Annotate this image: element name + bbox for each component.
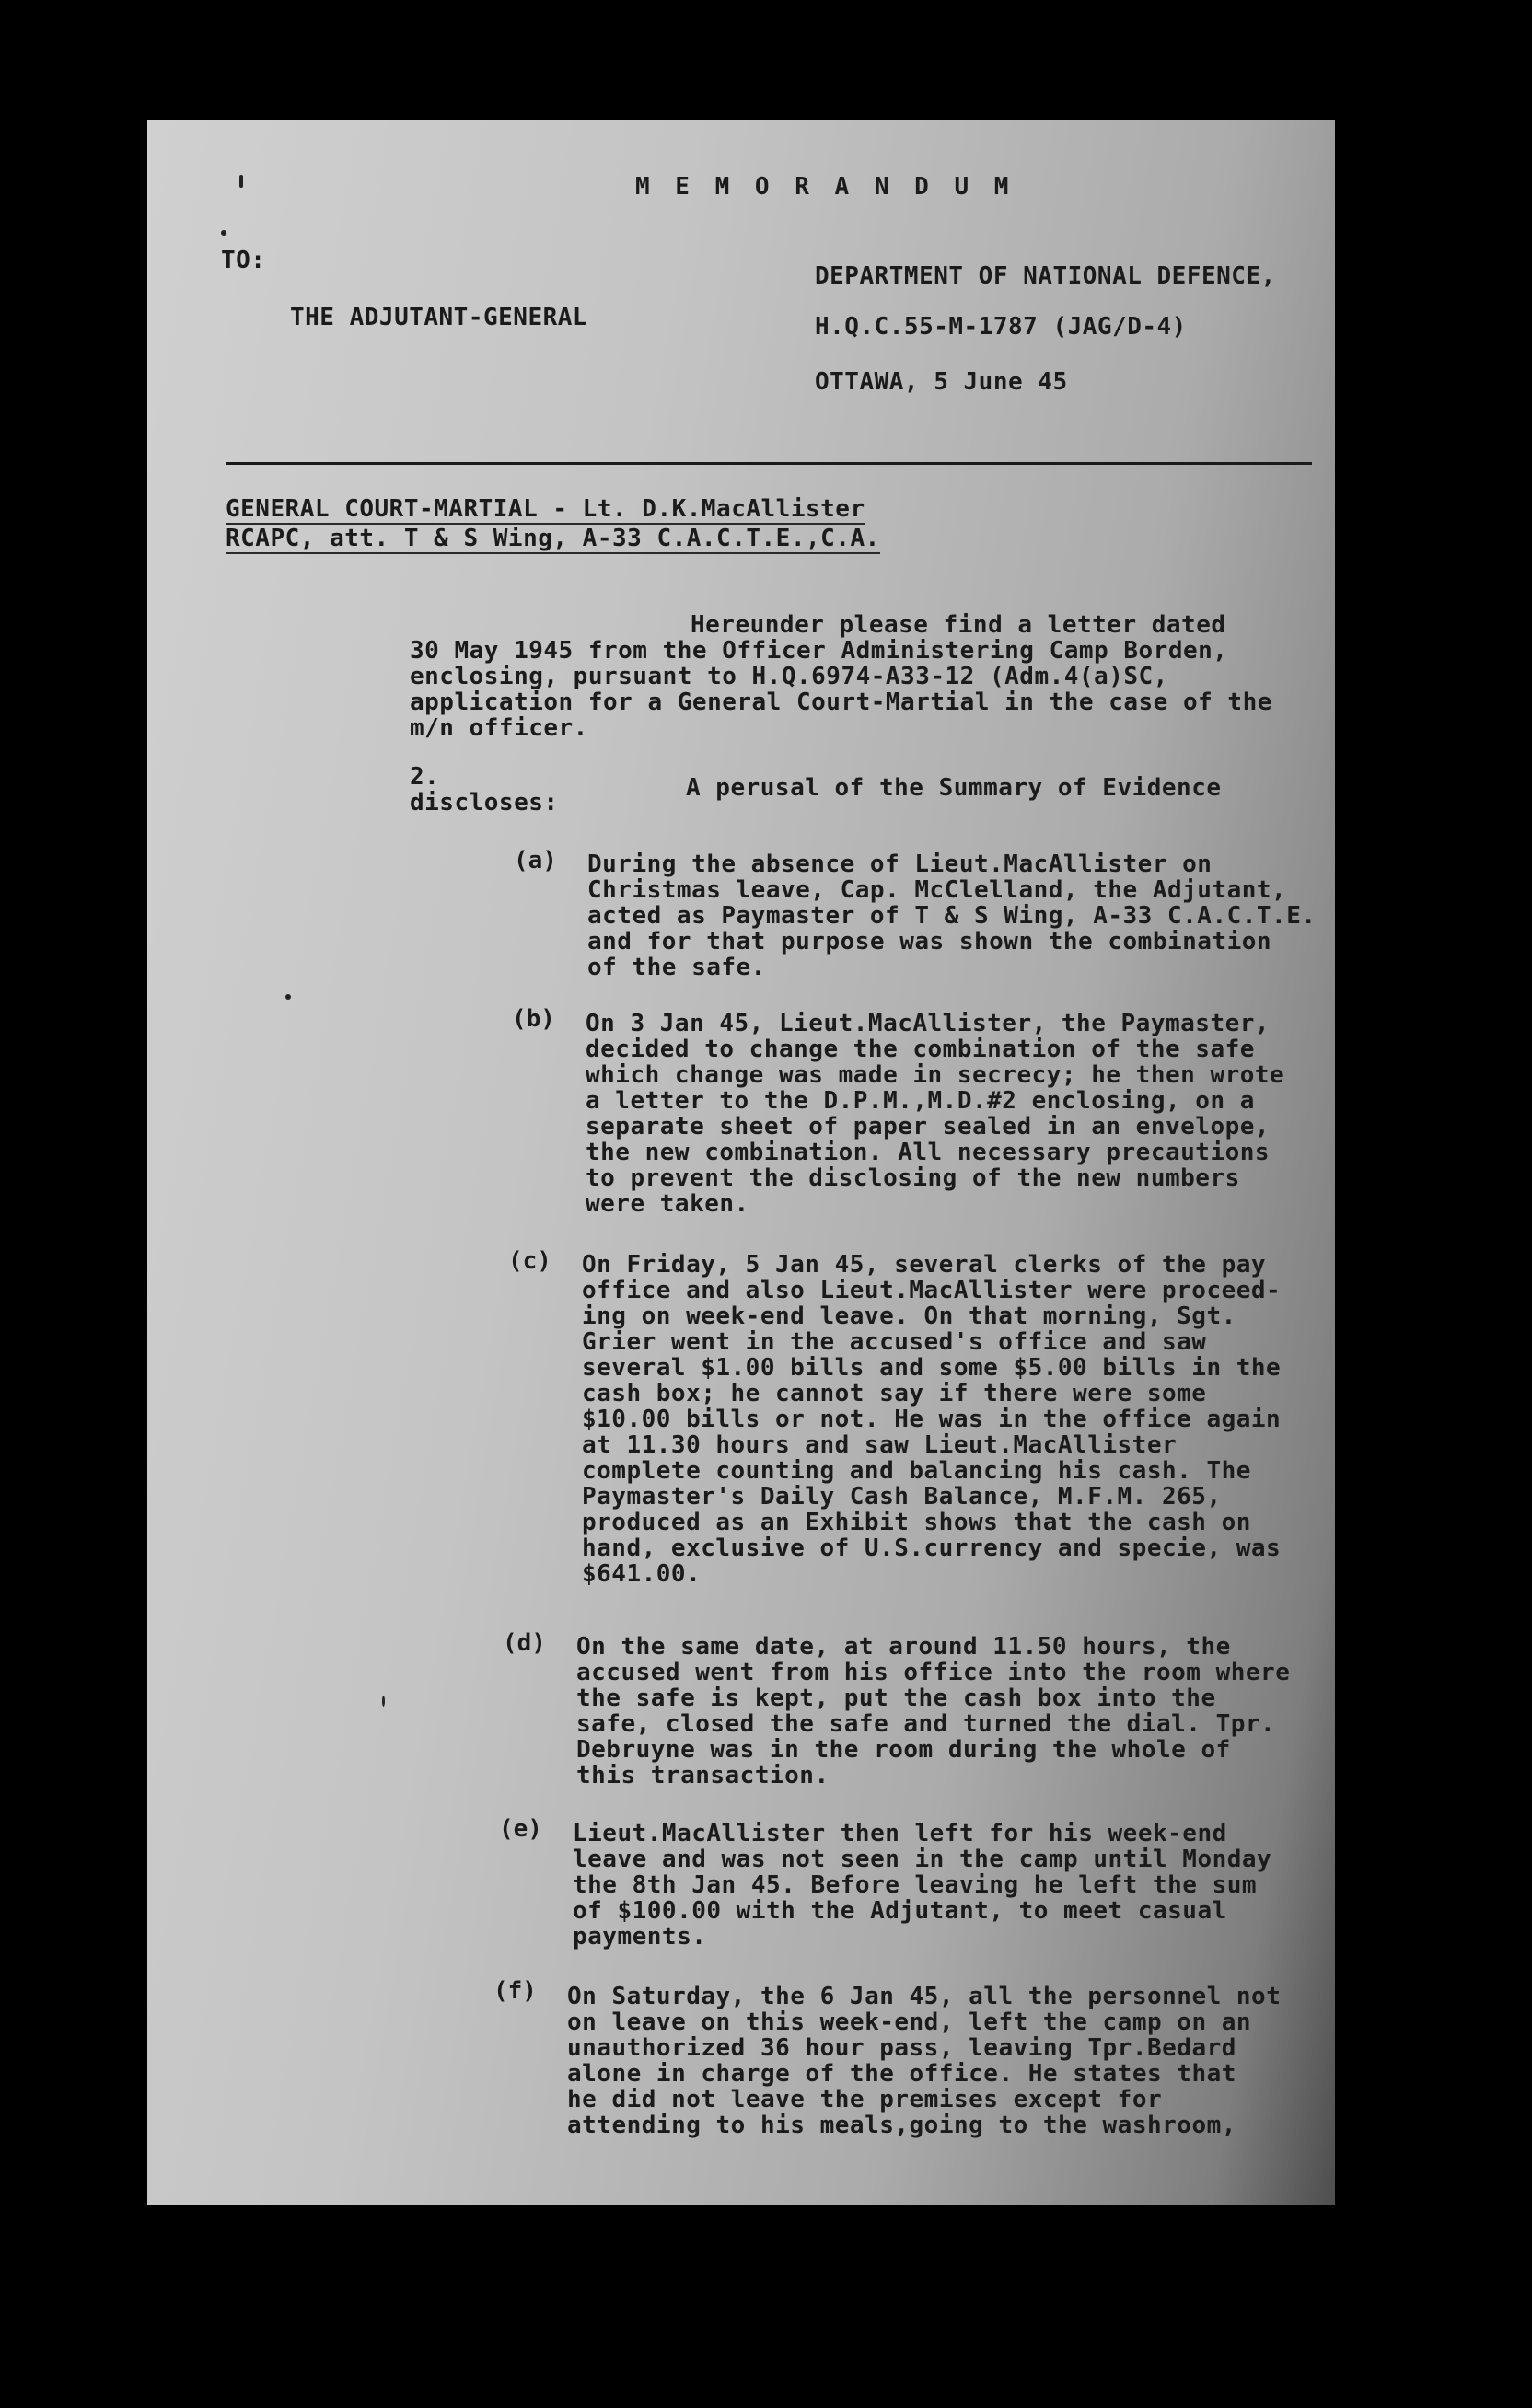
paragraph-2-discloses: discloses: [410,789,559,816]
addressee: THE ADJUTANT-GENERAL [290,304,588,331]
item-e-text: Lieut.MacAllister then left for his week-end leave and was not seen in the camp until Monday the 8th Jan 45. Before leaving he left the sum of $100.00 with the Adjutant, to meet casual payments. [573,1820,1272,1951]
item-e-label: (e) [499,1815,542,1843]
item-f-text: On Saturday, the 6 Jan 45, all the personnel not on leave on this week-end, left the camp on an unauthorized 36 hour pass, leaving Tpr.Bedard alone in charge of the office. He states that he did not leave the premises except for attending to his meals,going to the washroom, [567,1983,1282,2139]
department: DEPARTMENT OF NATIONAL DEFENCE, [815,262,1276,290]
memo-title: M E M O R A N D U M [635,173,1015,201]
memorandum-page [147,120,1335,2205]
item-d-label: (d) [503,1629,546,1657]
item-d-text: On the same date, at around 11.50 hours, the accused went from his office into the room where the safe is kept, put the cash box into the safe, closed the safe and turned the dial. Tpr. Debruyne was in the room during the whole of this transaction. [576,1633,1291,1789]
paragraph-2-intro: A perusal of the Summary of Evidence [686,774,1222,802]
item-b-label: (b) [512,1005,555,1033]
paragraph-2-number: 2. [410,763,440,791]
subject-line-1: GENERAL COURT-MARTIAL - Lt. D.K.MacAllister [226,495,865,523]
item-c-text: On Friday, 5 Jan 45, several clerks of the pay office and also Lieut.MacAllister were proceed- ing on week-end leave. On that morning, Sgt. Grier went in the accused's office and saw several $1.00 bills and some $5.00 bills in the cash box; he cannot say if there were some $10.00 bills or not. He was in the office again at 11.30 hours and saw Lieut.MacAllister complete counting and balancing his cash. The Paymaster's Daily Cash Balance, M.F.M. 265, produced as an Exhibit shows that the cash on hand, exclusive of U.S.currency and specie, was $641.00. [582,1251,1282,1588]
item-a-text: During the absence of Lieut.MacAllister on Christmas leave, Cap. McClelland, the Adjutant, acted as Paymaster of T & S Wing, A-33 C.A.C.T.E. and for that purpose was shown the combination of the safe. [587,851,1317,981]
ink-mark [221,230,226,236]
header-rule [226,462,1312,465]
subject-line-2: RCAPC, att. T & S Wing, A-33 C.A.C.T.E.,C.A. [226,525,880,552]
ink-mark [382,1696,385,1707]
item-a-label: (a) [514,847,557,874]
file-reference: H.Q.C.55-M-1787 (JAG/D-4) [815,313,1187,341]
item-b-text: On 3 Jan 45, Lieut.MacAllister, the Paymaster, decided to change the combination of the safe which change was made in secrecy; he then wrote a letter to the D.P.M.,M.D.#2 enclosing, on a separate sheet of paper sealed in an envelope, the new combination. All necessary precautions to prevent the disclosing of the new numbers were taken. [586,1010,1285,1218]
item-f-label: (f) [493,1977,537,2005]
paragraph-1: Hereunder please find a letter dated 30 May 1945 from the Officer Administering Camp Borden, enclosing, pursuant to H.Q.6974-A33-12 (Adm.4(a)SC, application for a General Court-Martial in the case of the m/n officer. [410,611,1272,742]
ink-mark [239,175,243,188]
place-and-date: OTTAWA, 5 June 45 [815,368,1068,396]
item-c-label: (c) [508,1247,551,1275]
ink-mark [285,994,291,1000]
to-label: TO: [221,247,266,274]
